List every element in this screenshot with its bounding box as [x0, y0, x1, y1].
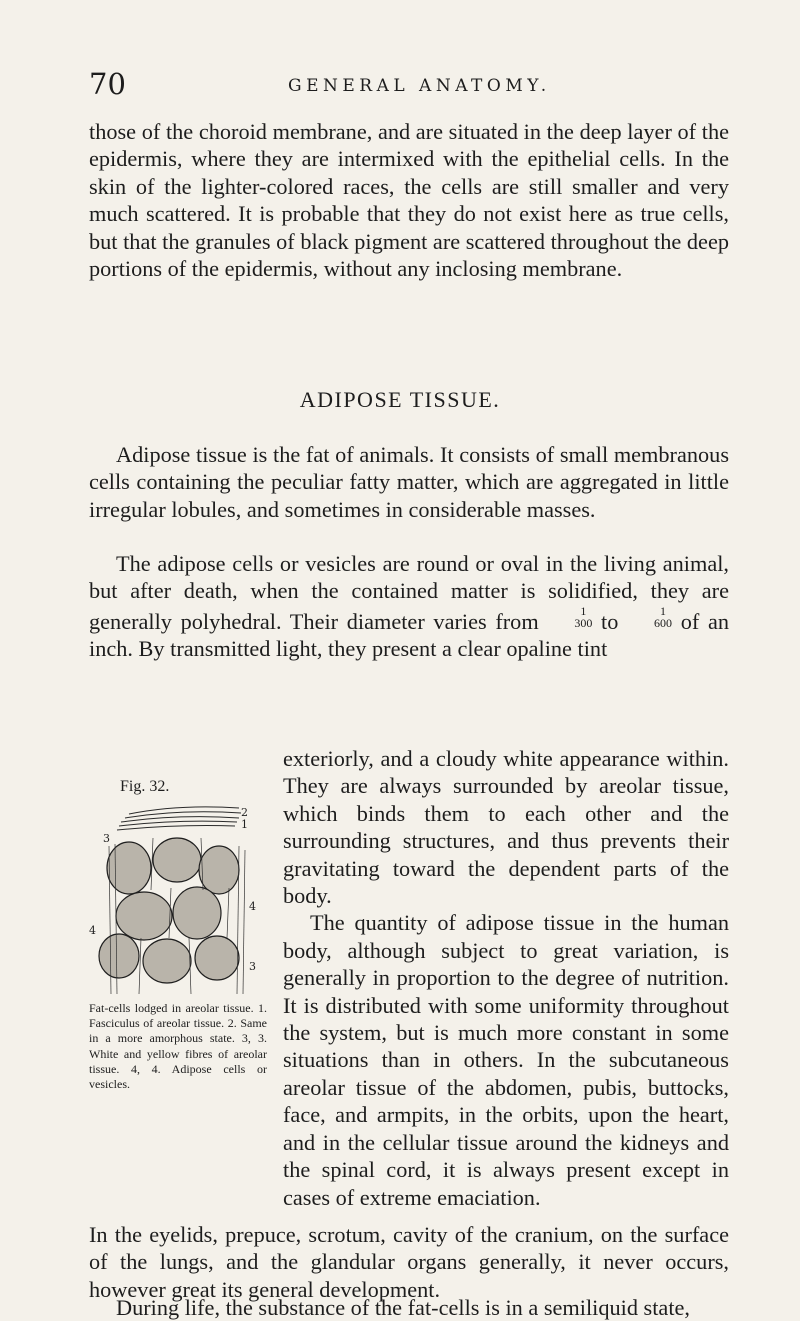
running-title: GENERAL ANATOMY. — [288, 76, 551, 96]
fraction-numerator: 1 — [580, 603, 587, 618]
paragraph-quantity: The quantity of adipose tissue in the human body, although subject to great variation, is generally in proportion to the degree of nutrition. It is distributed with some uniformity throughout the system, but is much more constant in some situations than in others. In the subcutaneous areolar tissue of the abdomen, pubis, buttocks, face, and armpits, in the orbits, upon the heart, and in the cellular tissue around the kidneys and the spinal cord, it is always present except in cases of extreme emaciation. — [283, 910, 729, 1210]
fraction-one-six-hundredth — [627, 605, 672, 629]
fraction-join: to — [601, 608, 619, 634]
fat-cells-illustration — [89, 798, 261, 996]
paragraph-text: of an inch. By transmitted light, they present a clear opaline tint — [89, 608, 729, 662]
fraction-one-three-hundredth — [547, 605, 592, 629]
callout-3-top: 3 — [103, 832, 110, 845]
callout-1: 1 — [241, 818, 248, 831]
fraction-denominator: 600 — [654, 615, 673, 630]
callout-3-bottom: 3 — [249, 960, 256, 973]
fraction-numerator: 1 — [660, 603, 667, 618]
intro-paragraph: those of the choroid membrane, and are situated in the deep layer of the epidermis, where they are intermixed with the epithelial cells. In the skin of the lighter-colored races, the cells are still smaller and very much scattered. It is probable that they do not exist here as true cells, but that the granules of black pigment are scattered throughout the deep portions of the epidermis, without any inclosing membrane. — [89, 119, 729, 282]
callout-2: 2 — [241, 806, 248, 819]
fraction-denominator: 300 — [574, 615, 593, 630]
running-head — [0, 66, 800, 106]
paragraph-continuation: exteriorly, and a cloudy white appearance within. They are always surrounded by areolar tissue, which binds them to each other and the surrounding structures, and thus prevents their gravitating toward the dependent parts of the body. — [283, 746, 729, 909]
areolar-fasciculus — [117, 807, 241, 830]
paragraph-adipose-definition: Adipose tissue is the fat of animals. It consists of small membranous cells containing the peculiar fatty matter, which are aggregated in little irregular lobules, and sometimes in considerable masses. — [89, 442, 729, 522]
paragraph-semiliquid: During life, the substance of the fat-cells is in a semiliquid state, — [116, 1295, 690, 1320]
figure-label: Fig. 32. — [120, 778, 170, 795]
figure-caption: Fat-cells lodged in areolar tissue. 1. Fasciculus of areolar tissue. 2. Same in a more amorphous state. 3, 3. White and yellow fibres of areolar tissue. 4, 4. Adipose cells or vesicles. — [89, 1001, 267, 1092]
adipose-cells — [99, 838, 239, 983]
paragraph-text: The adipose cells or vesicles are round or oval in the living animal, but after death, when the contained matter is solidified, they are generally polyhedral. Their diameter varies from — [89, 551, 729, 634]
page-number: 70 — [89, 67, 126, 101]
paragraph-absent-locations: In the eyelids, prepuce, scrotum, cavity of the cranium, on the surface of the lungs, and the glandular organs generally, it never occurs, however great its general development. — [89, 1222, 729, 1302]
section-heading: ADIPOSE TISSUE. — [299, 387, 501, 412]
callout-4-left: 4 — [89, 924, 96, 937]
callout-4-right: 4 — [249, 900, 256, 913]
wrapped-text-column — [283, 745, 729, 1211]
paragraph-adipose-cells — [89, 550, 729, 663]
